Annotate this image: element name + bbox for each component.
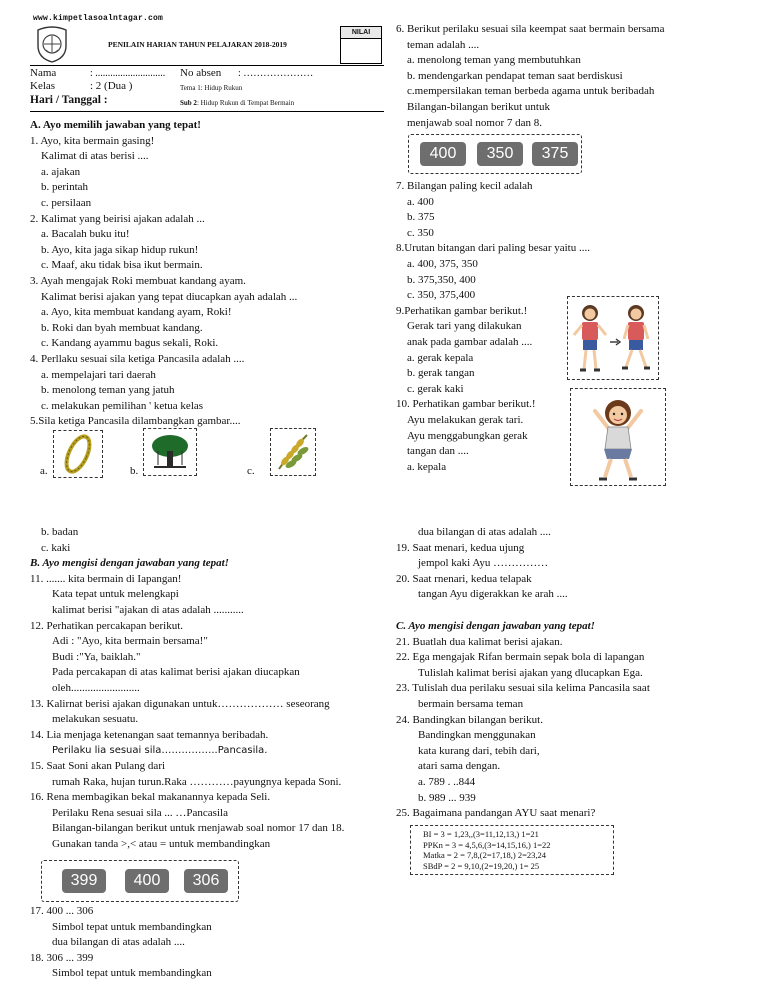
question-7: 7. Bilangan paling kecil adalah bbox=[396, 180, 533, 192]
question-18: 18. 306 ... 399 bbox=[30, 951, 94, 964]
question-10-text: Ayu menggabungkan gerak bbox=[407, 429, 528, 442]
site-url: www.kimpetlasoalntagar.com bbox=[33, 14, 164, 23]
question-9-text: anak pada gambar adalah .... bbox=[407, 335, 533, 348]
option: b. 375 bbox=[407, 211, 435, 224]
option: c.mempersilakan teman berbeda agama untuk beribadah bbox=[407, 85, 655, 98]
left-bottom bbox=[30, 525, 400, 852]
score-line: PPKn = 3 = 4,5,6,(3=14,15,16,) 1=22 bbox=[423, 839, 551, 850]
option: b. menolong teman yang jatuh bbox=[41, 384, 175, 397]
section-c bbox=[396, 619, 766, 822]
q5-option-a-label: a. bbox=[40, 465, 48, 477]
question-20-text: tangan Ayu digerakkan ke arah .... bbox=[418, 588, 568, 601]
question-23-text: bermain bersama teman bbox=[418, 697, 524, 710]
option: b. Ayo, kita jaga sikap hidup rukun! bbox=[41, 243, 199, 256]
right-top bbox=[396, 22, 766, 131]
left-end bbox=[30, 904, 400, 982]
name-label: Nama bbox=[30, 67, 57, 79]
question-13-text: melakukan sesuatu. bbox=[52, 713, 139, 726]
question-9: 9.Perhatikan gambar berikut.! bbox=[396, 304, 528, 317]
question-23: 23. Tulislah dua perilaku sesuai sila kelima Pancasila saat bbox=[396, 682, 650, 695]
option: a. kepala bbox=[407, 460, 447, 473]
section-b-heading: B. Ayo mengisi dengan jawaban yang tepat! bbox=[30, 557, 229, 570]
option: c. Maaf, aku tidak bisa ikut bermain. bbox=[41, 259, 203, 272]
question-18-text: dua bilangan di atas adalah .... bbox=[418, 526, 551, 538]
name-field[interactable]: : ............................ bbox=[90, 68, 166, 79]
option: a. Bacalah buku itu! bbox=[41, 228, 130, 241]
option: a. 400, 375, 350 bbox=[407, 257, 478, 270]
question-19-text: jempol kaki Ayu …………… bbox=[418, 557, 549, 570]
option: b. gerak tangan bbox=[407, 367, 475, 380]
question-10-text: Ayu melakukan gerak tari. bbox=[407, 413, 524, 426]
question-24-text: Bandingkan menggunakan bbox=[418, 729, 536, 742]
question-12-text: Pada percakapan di atas kalimat berisi ajakan diucapkan bbox=[52, 666, 300, 679]
question-6: 6. Berikut perilaku sesuai sila keempat saat bermain bersama bbox=[396, 23, 665, 35]
score-label: NILAI bbox=[341, 27, 381, 39]
question-15-text: rumah Raka, hujan turun.Raka …………payungnya kepada Soni. bbox=[52, 775, 342, 788]
section-a-heading: A. Ayo memilih jawaban yang tepat! bbox=[30, 119, 201, 131]
chain-icon bbox=[53, 430, 103, 478]
question-11: 11. ....... kita bermain di Iapangan! bbox=[30, 572, 182, 585]
question-22: 22. Ega mengajak Rifan bermain sepak bola di lapangan bbox=[396, 651, 645, 664]
question-24-text: kata kurang dari, tebih dari, bbox=[418, 744, 540, 757]
option: a. Ayo, kita membuat kandang ayam, Roki! bbox=[41, 306, 232, 319]
option: c. kaki bbox=[41, 541, 71, 554]
score-line: SBdP = 2 = 9,10,(2=19,20,) 1= 25 bbox=[423, 860, 540, 871]
question-24-text: atari sama dengan. bbox=[418, 760, 501, 773]
instruction-17-18-cont: Gunakan tanda >,< atau = untuk membandingkan bbox=[52, 837, 271, 850]
option: a. menolong teman yang membutuhkan bbox=[407, 54, 581, 67]
question-3: 3. Ayah mengajak Roki membuat kandang ayam. bbox=[30, 274, 246, 287]
dialog-line: Budi :"Ya, baiklah." bbox=[52, 650, 141, 663]
option: a. ajakan bbox=[41, 165, 81, 178]
sub-label: Sub 2 bbox=[180, 99, 197, 107]
right-bottom bbox=[396, 525, 766, 603]
option: b. Roki dan byah membuat kandang. bbox=[41, 321, 203, 334]
kelas-label: Kelas bbox=[30, 80, 56, 92]
option: c. gerak kaki bbox=[407, 382, 464, 395]
q5-option-c-label: c. bbox=[247, 465, 255, 477]
option: a. gerak kepala bbox=[407, 351, 474, 364]
question-16: 16. Rena membagikan bekal makanannya kepada Seli. bbox=[30, 791, 271, 804]
number-card: 350 bbox=[477, 142, 523, 166]
question-3-text: Kalimat berisi ajakan yang tepat diucapkan ayah adalah ... bbox=[41, 290, 298, 303]
question-21: 21. Buatlah dua kalimat berisi ajakan. bbox=[396, 635, 563, 648]
question-8: 8.Urutan bitangan dari paling besar yaitu .... bbox=[396, 242, 590, 255]
option: c. melakukan pemilihan ' ketua kelas bbox=[41, 399, 204, 412]
option: a. mempelajari tari daerah bbox=[41, 368, 156, 381]
exam-title: PENILAIN HARIAN TAHUN PELAJARAN 2018-2019 bbox=[108, 40, 287, 49]
question-22-text: Tulislah kalimat berisi ajakan yang dlucapkan Ega. bbox=[418, 666, 643, 679]
absen-label: No absen bbox=[180, 67, 222, 79]
numbers-box-7-8 bbox=[408, 134, 582, 174]
question-15: 15. Saat Soni akan Pulang dari bbox=[30, 759, 166, 772]
rice-cotton-icon bbox=[270, 428, 316, 476]
question-17-text: Simbol tepat untuk membandingkan bbox=[52, 920, 212, 933]
q5-option-b-label: b. bbox=[130, 465, 139, 477]
number-card: 306 bbox=[184, 869, 228, 893]
question-1-text: Kalimat di atas berisi .... bbox=[41, 150, 149, 163]
score-line: BI = 3 = 1,23,,(3=11,12,13,) 1=21 bbox=[423, 829, 539, 839]
option: a. 400 bbox=[407, 195, 434, 208]
number-card: 399 bbox=[62, 869, 106, 893]
option: c. Kandang ayammu bagus sekali, Roki. bbox=[41, 337, 219, 350]
question-5: 5.Sila ketiga Pancasila dilambangkan gambar.... bbox=[30, 415, 241, 428]
number-card: 375 bbox=[532, 142, 578, 166]
question-1: 1. Ayo, kita bermain gasing! bbox=[30, 134, 155, 147]
question-17: 17. 400 ... 306 bbox=[30, 905, 94, 917]
question-2: 2. Kalimat yang beirisi ajakan adalah ... bbox=[30, 212, 205, 225]
question-24: 24. Bandingkan bilangan berikut. bbox=[396, 713, 543, 726]
question-11-text: kalimat berisi "ajakan di atas adalah ........... bbox=[52, 603, 244, 616]
header-bottom-line bbox=[30, 111, 384, 112]
instruction-17-18: Bilangan-bilangan berikut untuk rnenjawab soal nomor 17 dan 18. bbox=[52, 822, 345, 835]
question-14: 14. Lia menjaga ketenangan saat temannya beribadah. bbox=[30, 728, 269, 741]
question-14-text: Perilaku lia sesuai sila……………..Pancasila. bbox=[52, 745, 268, 757]
banyan-tree-icon bbox=[143, 428, 197, 476]
option: c. 350, 375,400 bbox=[407, 289, 476, 302]
option: a. 789 . ..844 bbox=[418, 775, 476, 788]
section-c-heading: C. Ayo mengisi dengan jawaban yang tepat! bbox=[396, 620, 595, 632]
question-4: 4. Perllaku sesuai sila ketiga Pancasila adalah .... bbox=[30, 352, 245, 365]
question-9-text: Gerak tari yang dilakukan bbox=[407, 320, 522, 333]
date-label: Hari / Tanggal : bbox=[30, 94, 108, 106]
dialog-line: Adi : "Ayo, kita bermain bersama!" bbox=[52, 635, 208, 648]
sub-title: : Hidup Rukun di Tempat Bermain bbox=[196, 99, 295, 107]
question-13: 13. Kalirnat berisi ajakan digunakan untuk……………… seseorang bbox=[30, 697, 330, 710]
question-16-text: Perilaku Rena sesuai sila ... …Pancasila bbox=[52, 806, 228, 819]
question-12-text: oleh......................... bbox=[52, 681, 140, 694]
option: b. perintah bbox=[41, 181, 89, 194]
question-11-text: Kata tepat untuk melengkapi bbox=[52, 588, 179, 601]
absen-field[interactable]: : ………………… bbox=[238, 68, 314, 79]
question-18-text: Simbol tepat untuk membandingkan bbox=[52, 967, 212, 980]
score-distribution-box bbox=[410, 825, 614, 875]
question-12: 12. Perhatikan percakapan berikut. bbox=[30, 619, 184, 632]
instruction-7-8: Bilangan-bilangan berikut untuk bbox=[407, 100, 550, 113]
question-19: 19. Saat menari, kedua ujung bbox=[396, 541, 525, 554]
tema-label: Tema 1: Hidup Rukun bbox=[180, 84, 243, 92]
score-line: Matka = 2 = 7,8,(2=17,18,) 2=23,24 bbox=[423, 850, 547, 860]
option: b. 989 ... 939 bbox=[418, 791, 476, 804]
number-card: 400 bbox=[420, 142, 466, 166]
option: b. badan bbox=[41, 526, 79, 538]
school-logo bbox=[32, 26, 72, 64]
score-box bbox=[340, 26, 382, 64]
numbers-box-17-18 bbox=[41, 860, 239, 902]
question-17-text: dua bilangan di atas adalah .... bbox=[52, 936, 185, 949]
question-10: 10. Perhatikan gambar berikut.! bbox=[396, 398, 536, 411]
dance-kids-illustration bbox=[567, 296, 659, 380]
section-a-left bbox=[30, 118, 390, 430]
instruction-7-8-cont: menjawab soal nomor 7 dan 8. bbox=[407, 116, 543, 129]
dancing-girl-illustration bbox=[570, 388, 666, 486]
option: b. 375,350, 400 bbox=[407, 273, 476, 286]
question-20: 20. Saat rnenari, kedua telapak bbox=[396, 572, 532, 585]
question-6-text: teman adalah .... bbox=[407, 38, 480, 51]
option: c. persilaan bbox=[41, 196, 92, 209]
kelas-value: : 2 (Dua ) bbox=[90, 80, 133, 92]
number-card: 400 bbox=[125, 869, 169, 893]
option: c. 350 bbox=[407, 226, 434, 239]
option: b. mendengarkan pendapat teman saat berdiskusi bbox=[407, 69, 623, 82]
question-25: 25. Bagaimana pandangan AYU saat menari? bbox=[396, 807, 596, 820]
question-10-text: tangan dan .... bbox=[407, 445, 469, 458]
